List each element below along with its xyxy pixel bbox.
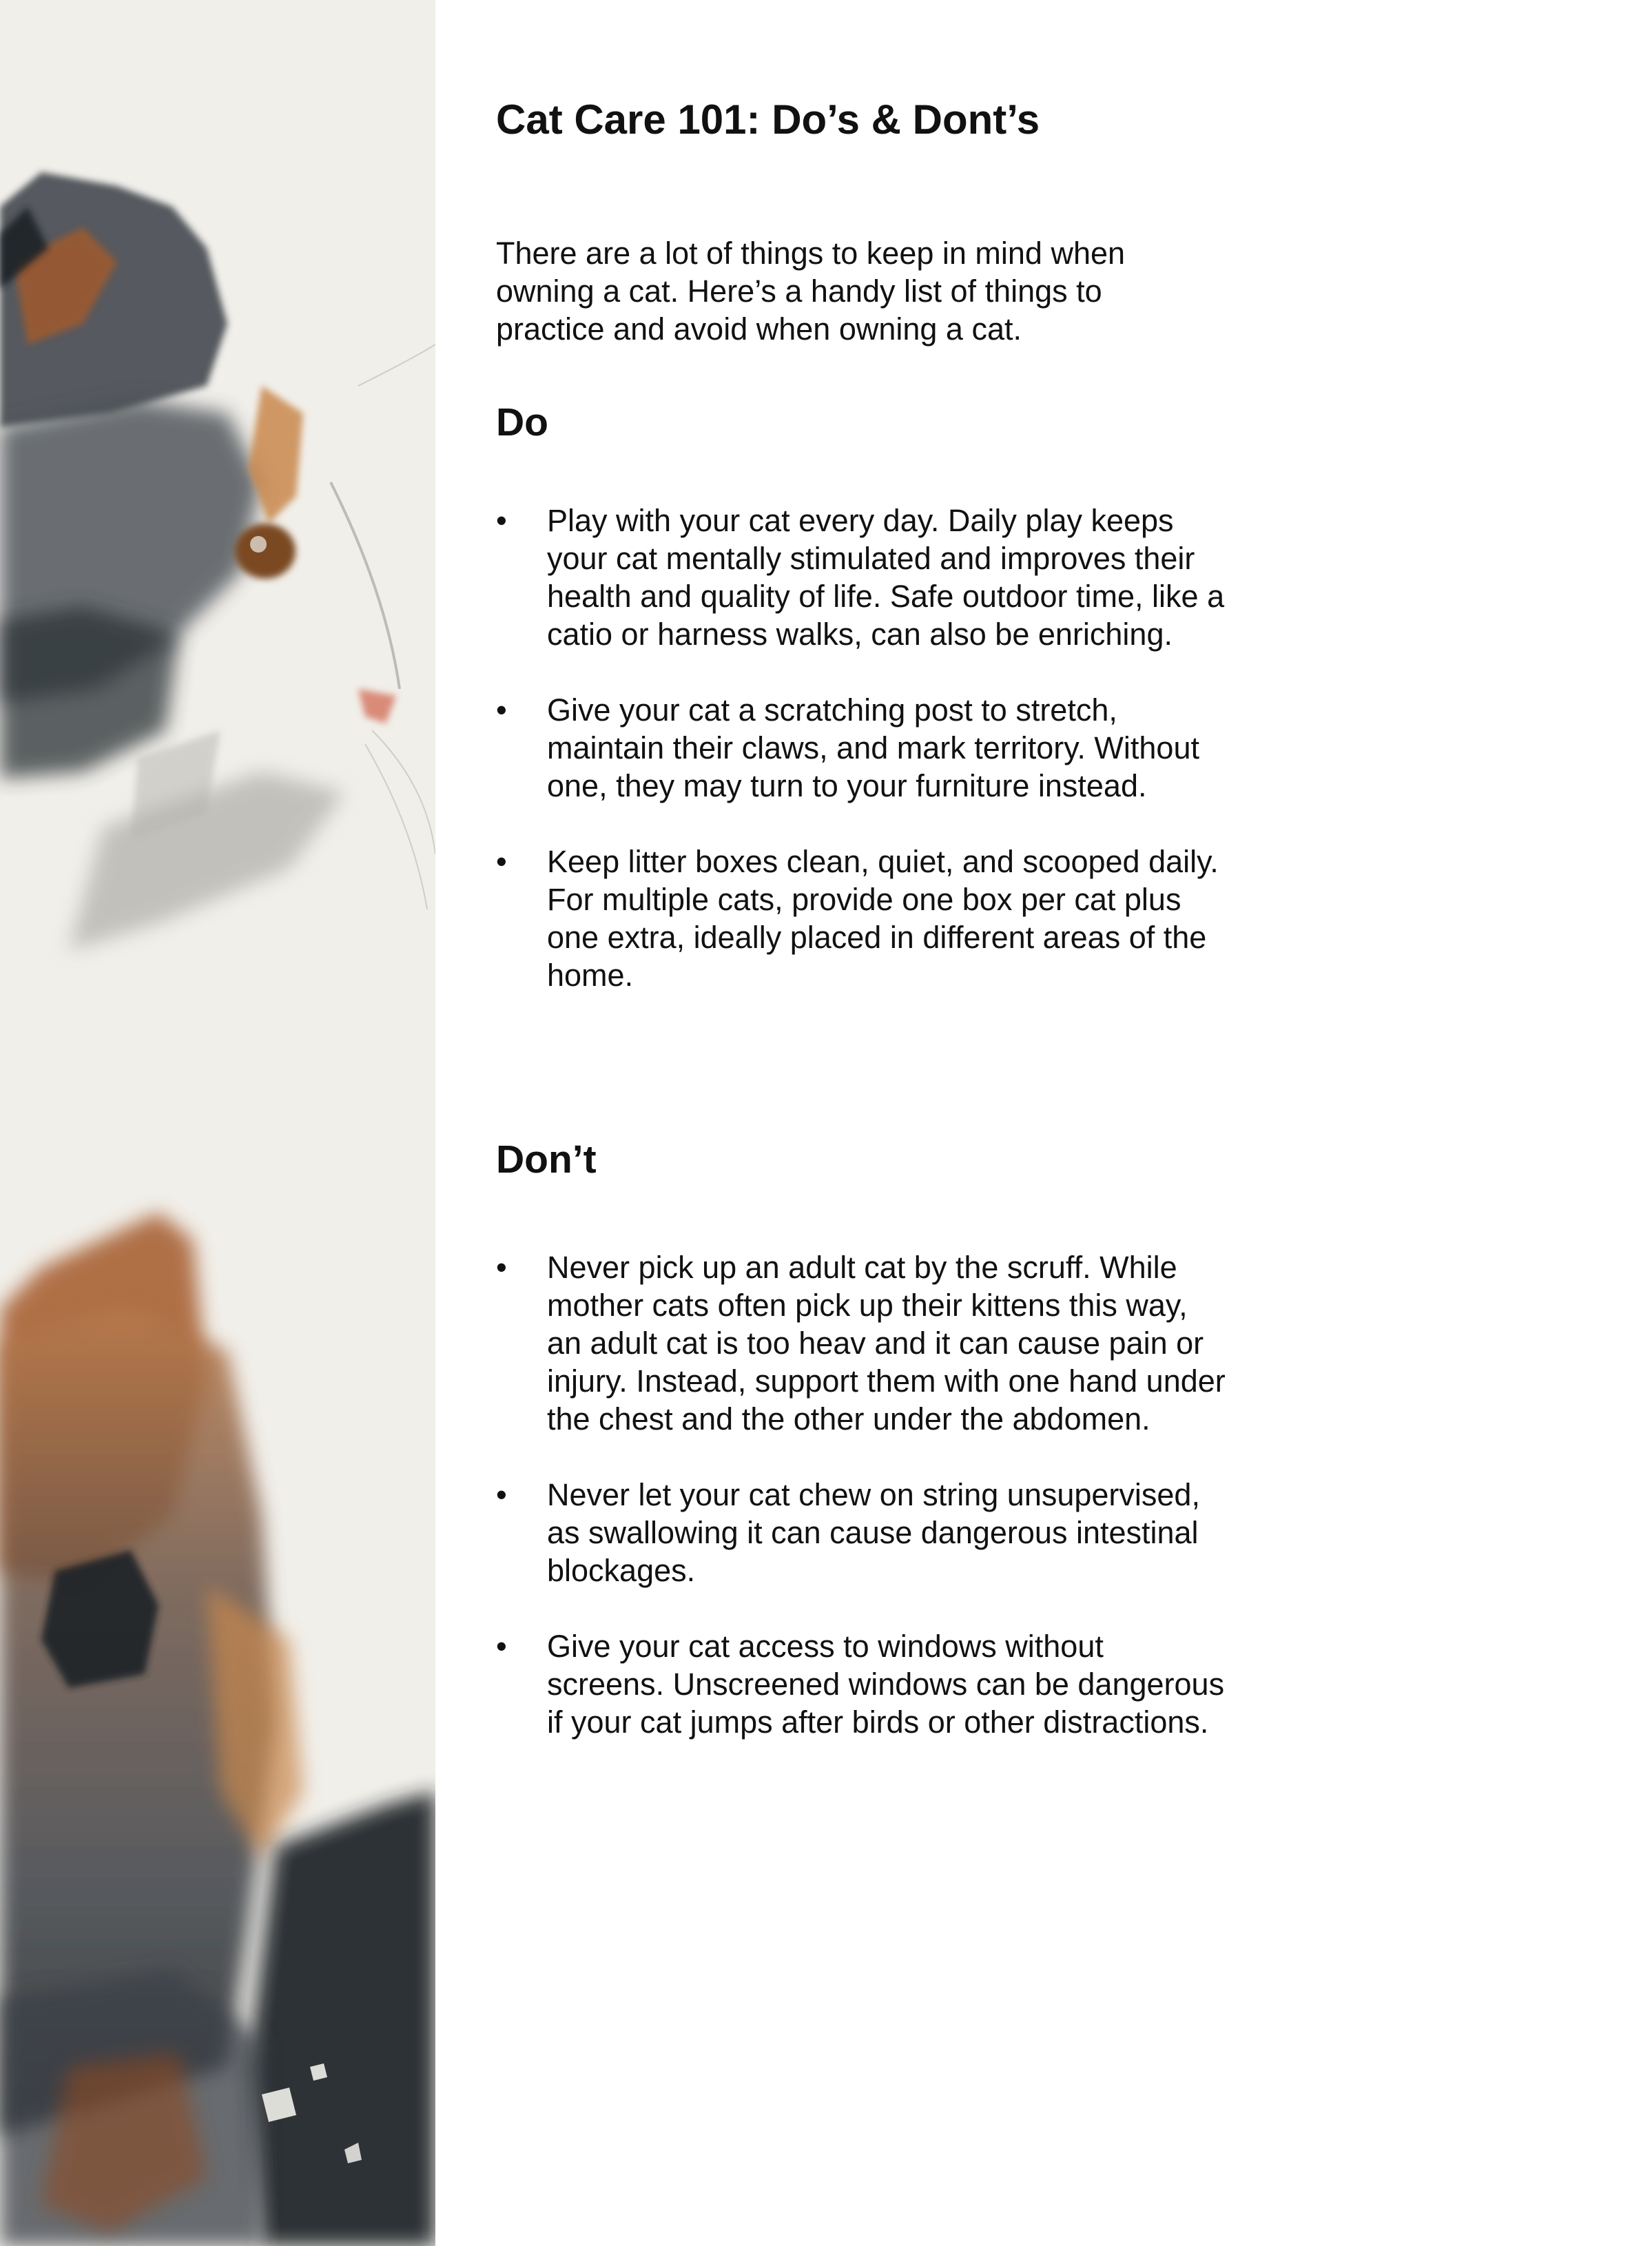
intro-paragraph: There are a lot of things to keep in mind when owning a cat. Here’s a handy list of things to practice and avoid when owning a cat. — [496, 236, 1126, 347]
bullet-icon: • — [496, 692, 507, 728]
bullet-icon: • — [496, 503, 507, 538]
cheek-dark — [0, 606, 179, 779]
do-item-text: Give your cat a scratching post to stretch, maintain their claws, and mark territory. Without one, they may turn to your furniture instead. — [547, 692, 1199, 803]
list-item — [496, 691, 1226, 805]
do-item-text: Keep litter boxes clean, quiet, and scooped daily. For multiple cats, provide one box per cat plus one extra, ideally placed in different areas of the home. — [547, 844, 1219, 993]
cat-illustration-svg — [0, 0, 435, 2246]
bullet-icon: • — [496, 1629, 507, 1664]
whiskers — [358, 344, 435, 909]
list-item — [496, 1476, 1226, 1589]
bullet-icon: • — [496, 1477, 507, 1512]
dont-item-text: Never pick up an adult cat by the scruff. While mother cats often pick up their kittens this way, an adult cat is too heav and it can cause pain or injury. Instead, support them with one hand under the chest and the other under the abdomen. — [547, 1250, 1226, 1436]
cat-watercolor-illustration — [0, 0, 435, 2246]
body-dark-spot — [41, 1550, 158, 1688]
eye-highlight — [250, 536, 267, 553]
muzzle-line — [331, 482, 400, 689]
nose — [358, 689, 396, 723]
list-item — [496, 1627, 1226, 1741]
eye — [235, 524, 296, 579]
lower-dark — [248, 1791, 435, 2246]
dont-item-text: Give your cat access to windows without screens. Unscreened windows can be dangerous if your cat jumps after birds or other distractions. — [547, 1629, 1225, 1740]
do-heading: Do — [496, 400, 548, 444]
list-item — [496, 502, 1226, 653]
dont-item-text: Never let your cat chew on string unsupervised, as swallowing it can cause dangerous intestinal blockages. — [547, 1477, 1200, 1588]
bullet-icon: • — [496, 1250, 507, 1285]
dont-heading: Don’t — [496, 1137, 597, 1182]
bullet-icon: • — [496, 844, 507, 879]
list-item — [496, 1248, 1226, 1438]
do-list — [496, 502, 1226, 1032]
document-title: Cat Care 101: Do’s & Dont’s — [496, 96, 1040, 143]
dont-list — [496, 1248, 1226, 1779]
list-item — [496, 843, 1226, 994]
do-item-text: Play with your cat every day. Daily play keeps your cat mentally stimulated and improves their health and quality of life. Safe outdoor time, like a catio or harness walks, can also be enriching. — [547, 503, 1225, 652]
